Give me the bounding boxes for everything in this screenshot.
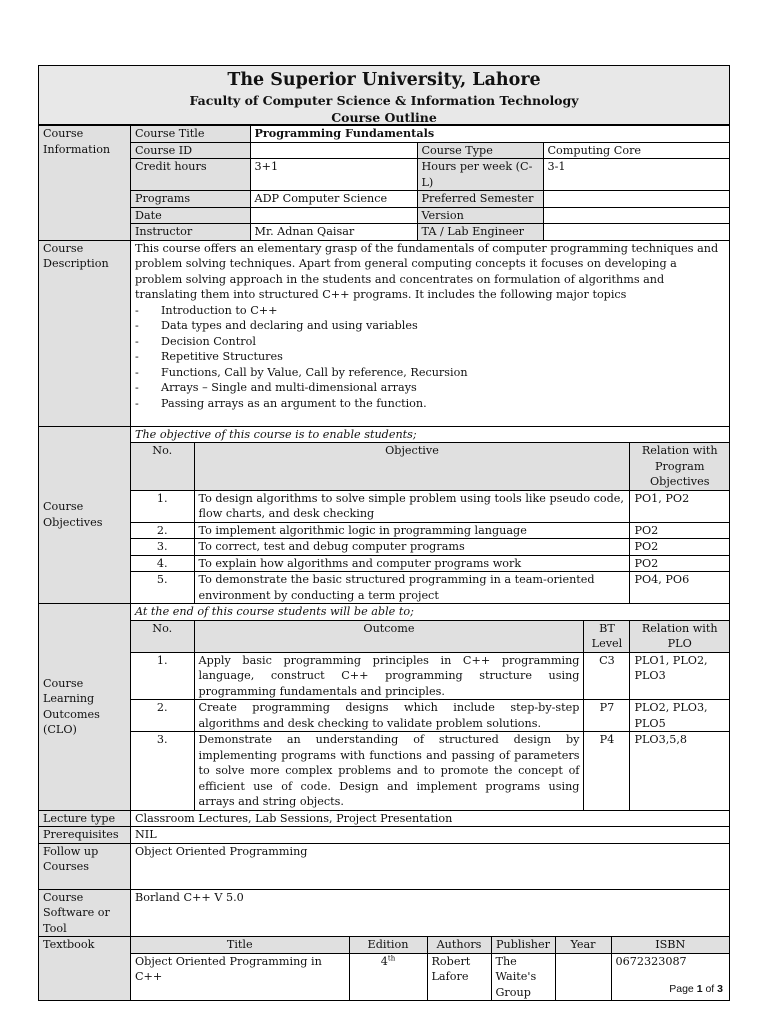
objectives-col-relation: Relation with Program Objectives <box>630 443 729 491</box>
objectives-intro: The objective of this course is to enable students; <box>131 427 729 443</box>
followup-value: Object Oriented Programming <box>131 843 730 889</box>
textbook-year <box>555 953 611 1000</box>
textbook-section <box>39 937 730 1001</box>
course-type-value: Computing Core <box>543 142 729 159</box>
software-section <box>39 889 730 937</box>
course-id-label: Course ID <box>131 142 250 159</box>
table-row: 2. To implement algorithmic logic in programming language PO2 <box>131 522 729 539</box>
date-label: Date <box>131 207 250 224</box>
objectives-table <box>131 427 729 604</box>
course-objectives-section <box>39 426 730 604</box>
course-title-label: Course Title <box>131 126 250 142</box>
topic-item: - Repetitive Structures <box>135 349 725 365</box>
followup-label: Follow up Courses <box>39 843 131 889</box>
preferred-semester-value <box>543 191 729 208</box>
textbook-label: Textbook <box>39 937 131 1001</box>
date-value <box>250 207 417 224</box>
followup-section <box>39 843 730 889</box>
course-type-label: Course Type <box>417 142 543 159</box>
course-topics-list <box>135 303 725 412</box>
prerequisites-value: NIL <box>131 827 730 844</box>
course-title-value: Programming Fundamentals <box>250 126 729 142</box>
topic-item: - Functions, Call by Value, Call by reference, Recursion <box>135 365 725 381</box>
page-number: Page 1 of 3 <box>669 983 723 995</box>
topic-item: - Data types and declaring and using variables <box>135 318 725 334</box>
course-outcomes-label: Course Learning Outcomes (CLO) <box>39 604 131 811</box>
textbook-isbn: 0672323087 <box>615 954 687 968</box>
table-row: 1. To design algorithms to solve simple problem using tools like pseudo code, flow charts, and desk checking PO1, PO2 <box>131 490 729 522</box>
objectives-col-no: No. <box>131 443 194 491</box>
lecture-type-section <box>39 810 730 827</box>
lecture-type-label: Lecture type <box>39 810 131 827</box>
course-outline-table <box>38 125 730 1001</box>
prerequisites-label: Prerequisites <box>39 827 131 844</box>
prerequisites-section <box>39 827 730 844</box>
textbook-title: Object Oriented Programming in C++ <box>131 953 349 1000</box>
objectives-col-objective: Objective <box>194 443 630 491</box>
course-description-section <box>39 240 730 426</box>
topic-item: - Arrays – Single and multi-dimensional arrays <box>135 380 725 396</box>
ta-value <box>543 224 729 240</box>
outcomes-col-relation: Relation with PLO <box>630 620 729 652</box>
version-value <box>543 207 729 224</box>
table-row: 3. Demonstrate an understanding of structured design by implementing programs with functions and passing of parameters to solve more complex problems and to promote the concept of efficient use of code. Design and implement programs using arrays and string objects. P4 PLO3,5,8 <box>131 732 729 810</box>
course-description-text: This course offers an elementary grasp of the fundamentals of computer programming techniques and problem solving techniques. Apart from general computing concepts it focuses on developing a problem solving approach in the students and concentrates on formulation of algorithms and translating them into structured C++ programs. It includes the following major topics <box>135 241 719 301</box>
instructor-label: Instructor <box>131 224 250 240</box>
instructor-value: Mr. Adnan Qaisar <box>250 224 417 240</box>
table-row: 1. Apply basic programming principles in C++ programming language, construct C++ programming structure using programming fundamentals and principles. C3 PLO1, PLO2, PLO3 <box>131 652 729 700</box>
course-outcomes-section <box>39 604 730 811</box>
outcomes-col-outcome: Outcome <box>194 620 584 652</box>
topic-item: - Decision Control <box>135 334 725 350</box>
table-row: 5. To demonstrate the basic structured programming in a team-oriented environment by conducting a term project PO4, PO6 <box>131 572 729 604</box>
textbook-authors: Robert Lafore <box>427 953 491 1000</box>
credit-hours-value: 3+1 <box>250 159 417 191</box>
faculty-name: Faculty of Computer Science & Information Technology <box>189 93 579 108</box>
hours-per-week-label: Hours per week (C-L) <box>417 159 543 191</box>
software-value: Borland C++ V 5.0 <box>131 889 730 937</box>
textbook-header-row <box>131 937 729 953</box>
textbook-table <box>131 937 729 1000</box>
version-label: Version <box>417 207 543 224</box>
textbook-col-year: Year <box>555 937 611 953</box>
outcomes-col-no: No. <box>131 620 194 652</box>
textbook-col-authors: Authors <box>427 937 491 953</box>
outcomes-intro: At the end of this course students will be able to; <box>131 604 729 620</box>
credit-hours-label: Credit hours <box>131 159 250 191</box>
software-label: Course Software or Tool <box>39 889 131 937</box>
outcomes-col-bt-level: BT Level <box>584 620 630 652</box>
textbook-col-isbn: ISBN <box>611 937 729 953</box>
outcomes-table <box>131 604 729 810</box>
table-row <box>131 953 729 1000</box>
programs-label: Programs <box>131 191 250 208</box>
ta-label: TA / Lab Engineer <box>417 224 543 240</box>
lecture-type-value: Classroom Lectures, Lab Sessions, Project Presentation <box>131 810 730 827</box>
objectives-header-row <box>131 443 729 491</box>
textbook-publisher: The Waite's Group <box>491 953 555 1000</box>
document-title: Course Outline <box>331 110 437 125</box>
course-information-section <box>39 126 730 241</box>
textbook-col-edition: Edition <box>349 937 427 953</box>
textbook-edition: 4th <box>349 953 427 1000</box>
course-outline-document <box>38 65 730 1001</box>
course-description-label: Course Description <box>39 240 131 426</box>
course-objectives-label: Course Objectives <box>39 426 131 604</box>
textbook-col-publisher: Publisher <box>491 937 555 953</box>
table-row: 4. To explain how algorithms and computer programs work PO2 <box>131 555 729 572</box>
course-information-label: Course Information <box>39 126 131 241</box>
textbook-col-title: Title <box>131 937 349 953</box>
preferred-semester-label: Preferred Semester <box>417 191 543 208</box>
topic-item: - Introduction to C++ <box>135 303 725 319</box>
document-header <box>38 65 730 125</box>
table-row: 3. To correct, test and debug computer programs PO2 <box>131 539 729 556</box>
table-row: 2. Create programming designs which include step-by-step algorithms and desk checking to validate problem solutions. P7 PLO2, PLO3, PLO5 <box>131 700 729 732</box>
course-id-value <box>250 142 417 159</box>
topic-item: - Passing arrays as an argument to the function. <box>135 396 725 412</box>
programs-value: ADP Computer Science <box>250 191 417 208</box>
hours-per-week-value: 3-1 <box>543 159 729 191</box>
outcomes-header-row <box>131 620 729 652</box>
university-name: The Superior University, Lahore <box>227 70 541 90</box>
course-information-table <box>131 126 729 240</box>
